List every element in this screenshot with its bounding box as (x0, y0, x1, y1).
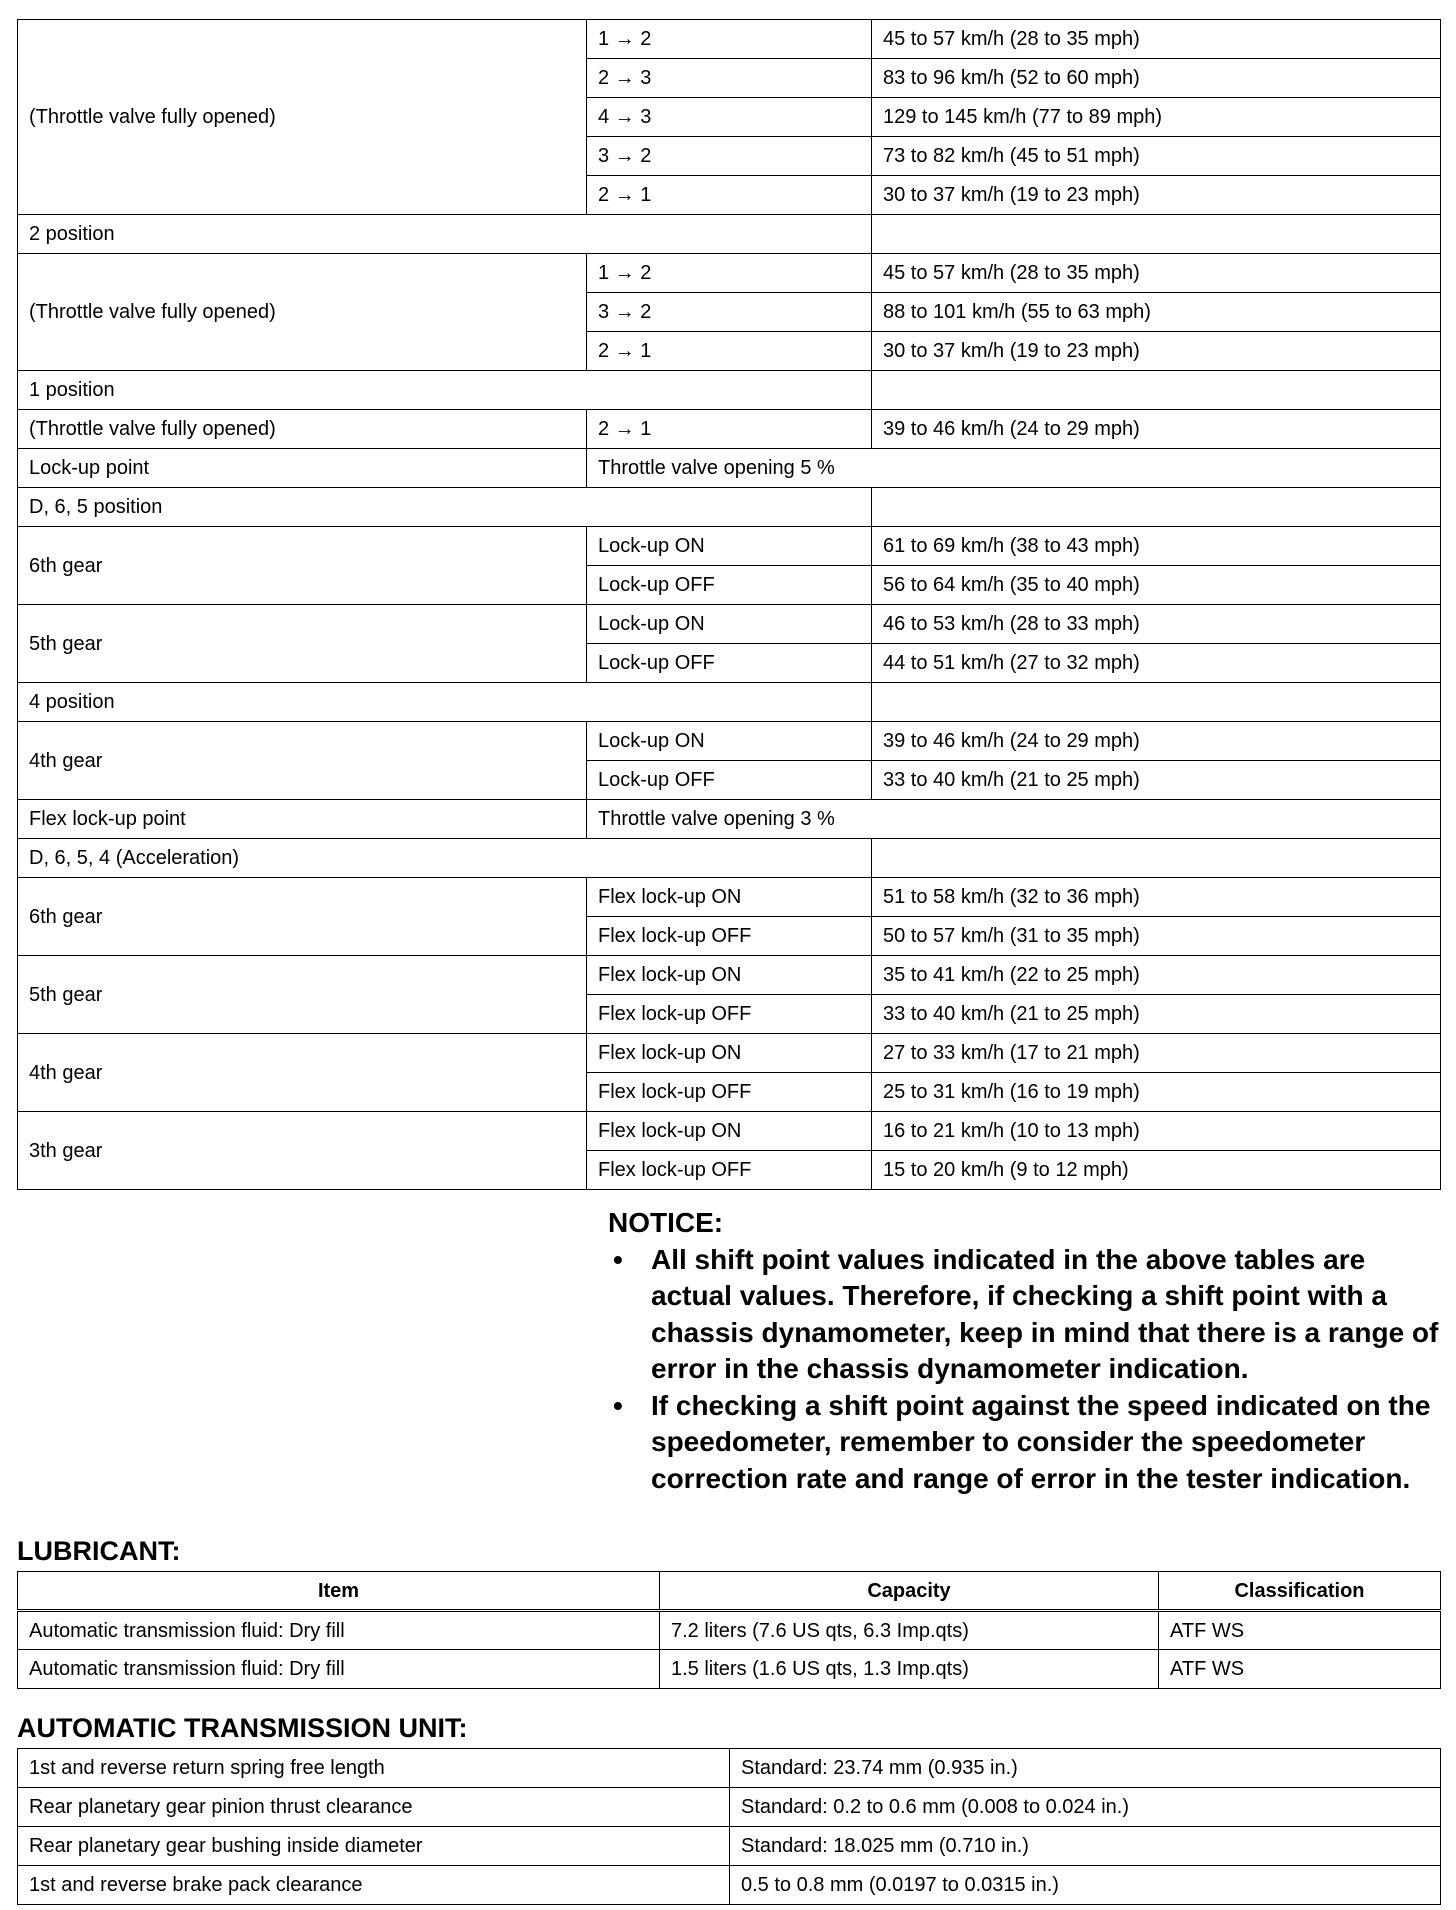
table-row (18, 20, 1441, 59)
notice-list (608, 1242, 1448, 1498)
column-header-classification: Classification (1159, 1572, 1441, 1611)
shift-condition: Flex lock-up ON (587, 1034, 872, 1073)
row-label: Flex lock-up point (18, 800, 587, 839)
shift-condition: Lock-up OFF (587, 644, 872, 683)
shift-condition: Lock-up OFF (587, 761, 872, 800)
shift-condition: Lock-up ON (587, 722, 872, 761)
vehicle-speed: 51 to 58 km/h (32 to 36 mph) (872, 878, 1441, 917)
table-row (18, 1650, 1441, 1689)
column-header-capacity: Capacity (660, 1572, 1159, 1611)
shift-condition: Flex lock-up ON (587, 878, 872, 917)
vehicle-speed: 50 to 57 km/h (31 to 35 mph) (872, 917, 1441, 956)
shift-condition: Flex lock-up ON (587, 1112, 872, 1151)
vehicle-speed: 46 to 53 km/h (28 to 33 mph) (872, 605, 1441, 644)
condition-label: (Throttle valve fully opened) (18, 254, 587, 371)
vehicle-speed: 27 to 33 km/h (17 to 21 mph) (872, 1034, 1441, 1073)
unit-value: Standard: 23.74 mm (0.935 in.) (730, 1749, 1441, 1788)
shift-condition: 3 → 2 (587, 293, 872, 332)
shift-condition: Flex lock-up OFF (587, 1073, 872, 1112)
shift-condition: 4 → 3 (587, 98, 872, 137)
vehicle-speed: 56 to 64 km/h (35 to 40 mph) (872, 566, 1441, 605)
lubricant-item: Automatic transmission fluid: Dry fill (18, 1611, 660, 1650)
vehicle-speed: 44 to 51 km/h (27 to 32 mph) (872, 644, 1441, 683)
condition-label: (Throttle valve fully opened) (18, 410, 587, 449)
lubricant-classification: ATF WS (1159, 1650, 1441, 1689)
empty-cell (872, 683, 1441, 722)
table-row (18, 1827, 1441, 1866)
vehicle-speed: 15 to 20 km/h (9 to 12 mph) (872, 1151, 1441, 1190)
lubricant-item: Automatic transmission fluid: Dry fill (18, 1650, 660, 1689)
unit-heading: AUTOMATIC TRANSMISSION UNIT: (17, 1713, 468, 1743)
vehicle-speed: 88 to 101 km/h (55 to 63 mph) (872, 293, 1441, 332)
unit-item: Rear planetary gear bushing inside diameter (18, 1827, 730, 1866)
table-header-row (18, 1572, 1441, 1611)
section-heading-label: 2 position (18, 215, 872, 254)
vehicle-speed: 39 to 46 km/h (24 to 29 mph) (872, 410, 1441, 449)
unit-item: Rear planetary gear pinion thrust clearance (18, 1788, 730, 1827)
vehicle-speed: 35 to 41 km/h (22 to 25 mph) (872, 956, 1441, 995)
column-header-item: Item (18, 1572, 660, 1611)
shift-condition: 2 → 1 (587, 332, 872, 371)
table-row (18, 449, 1441, 488)
shift-condition: Lock-up ON (587, 527, 872, 566)
empty-cell (872, 371, 1441, 410)
row-value: Throttle valve opening 3 % (587, 800, 1441, 839)
row-label: Lock-up point (18, 449, 587, 488)
row-value: Throttle valve opening 5 % (587, 449, 1441, 488)
lubricant-capacity: 7.2 liters (7.6 US qts, 6.3 Imp.qts) (660, 1611, 1159, 1650)
table-row (18, 410, 1441, 449)
condition-label: 6th gear (18, 527, 587, 605)
shift-condition: Flex lock-up OFF (587, 995, 872, 1034)
unit-value: Standard: 0.2 to 0.6 mm (0.008 to 0.024 in.) (730, 1788, 1441, 1827)
empty-cell (872, 488, 1441, 527)
condition-label: 4th gear (18, 722, 587, 800)
vehicle-speed: 16 to 21 km/h (10 to 13 mph) (872, 1112, 1441, 1151)
table-row (18, 527, 1441, 566)
table-row (18, 1749, 1441, 1788)
vehicle-speed: 30 to 37 km/h (19 to 23 mph) (872, 332, 1441, 371)
vehicle-speed: 83 to 96 km/h (52 to 60 mph) (872, 59, 1441, 98)
shift-point-table (17, 19, 1441, 1190)
condition-label: 5th gear (18, 605, 587, 683)
notice-title: NOTICE: (608, 1207, 724, 1238)
unit-item: 1st and reverse brake pack clearance (18, 1866, 730, 1905)
section-heading-row (18, 488, 1441, 527)
vehicle-speed: 25 to 31 km/h (16 to 19 mph) (872, 1073, 1441, 1112)
table-row (18, 800, 1441, 839)
vehicle-speed: 61 to 69 km/h (38 to 43 mph) (872, 527, 1441, 566)
table-row (18, 722, 1441, 761)
section-heading-label: 4 position (18, 683, 872, 722)
notice-item: • If checking a shift point against the speed indicated on the speedometer, remember to consider the speedometer correction rate and range of error in the tester indication. (608, 1388, 1448, 1498)
shift-condition: 2 → 1 (587, 176, 872, 215)
section-heading-label: D, 6, 5, 4 (Acceleration) (18, 839, 872, 878)
vehicle-speed: 39 to 46 km/h (24 to 29 mph) (872, 722, 1441, 761)
shift-condition: Flex lock-up OFF (587, 1151, 872, 1190)
unit-item: 1st and reverse return spring free length (18, 1749, 730, 1788)
notice-item: • All shift point values indicated in the above tables are actual values. Therefore, if checking a shift point with a chassis dynamometer, keep in mind that there is a range of error in the chassis dynamometer indication. (608, 1242, 1448, 1388)
shift-condition: Lock-up ON (587, 605, 872, 644)
unit-value: Standard: 18.025 mm (0.710 in.) (730, 1827, 1441, 1866)
section-heading-row (18, 371, 1441, 410)
vehicle-speed: 45 to 57 km/h (28 to 35 mph) (872, 20, 1441, 59)
condition-label: 3th gear (18, 1112, 587, 1190)
condition-label: (Throttle valve fully opened) (18, 20, 587, 215)
section-heading-row (18, 683, 1441, 722)
condition-label: 4th gear (18, 1034, 587, 1112)
section-heading-row (18, 839, 1441, 878)
lubricant-heading: LUBRICANT: (17, 1536, 181, 1566)
table-row (18, 605, 1441, 644)
lubricant-capacity: 1.5 liters (1.6 US qts, 1.3 Imp.qts) (660, 1650, 1159, 1689)
table-row (18, 1034, 1441, 1073)
table-row (18, 254, 1441, 293)
shift-condition: 2 → 3 (587, 59, 872, 98)
transmission-unit-table (17, 1748, 1441, 1905)
shift-condition: Lock-up OFF (587, 566, 872, 605)
empty-cell (872, 215, 1441, 254)
section-heading-label: D, 6, 5 position (18, 488, 872, 527)
shift-condition: 3 → 2 (587, 137, 872, 176)
table-row (18, 1112, 1441, 1151)
unit-value: 0.5 to 0.8 mm (0.0197 to 0.0315 in.) (730, 1866, 1441, 1905)
vehicle-speed: 73 to 82 km/h (45 to 51 mph) (872, 137, 1441, 176)
notice-box (608, 1205, 1448, 1497)
table-row (18, 1611, 1441, 1650)
shift-condition: 1 → 2 (587, 20, 872, 59)
vehicle-speed: 129 to 145 km/h (77 to 89 mph) (872, 98, 1441, 137)
empty-cell (872, 839, 1441, 878)
vehicle-speed: 33 to 40 km/h (21 to 25 mph) (872, 761, 1441, 800)
section-heading-label: 1 position (18, 371, 872, 410)
shift-condition: Flex lock-up OFF (587, 917, 872, 956)
lubricant-classification: ATF WS (1159, 1611, 1441, 1650)
shift-condition: Flex lock-up ON (587, 956, 872, 995)
table-row (18, 878, 1441, 917)
table-row (18, 956, 1441, 995)
shift-condition: 1 → 2 (587, 254, 872, 293)
vehicle-speed: 33 to 40 km/h (21 to 25 mph) (872, 995, 1441, 1034)
table-row (18, 1866, 1441, 1905)
shift-condition: 2 → 1 (587, 410, 872, 449)
table-row (18, 1788, 1441, 1827)
section-heading-row (18, 215, 1441, 254)
condition-label: 6th gear (18, 878, 587, 956)
vehicle-speed: 45 to 57 km/h (28 to 35 mph) (872, 254, 1441, 293)
vehicle-speed: 30 to 37 km/h (19 to 23 mph) (872, 176, 1441, 215)
lubricant-table (17, 1571, 1441, 1689)
condition-label: 5th gear (18, 956, 587, 1034)
